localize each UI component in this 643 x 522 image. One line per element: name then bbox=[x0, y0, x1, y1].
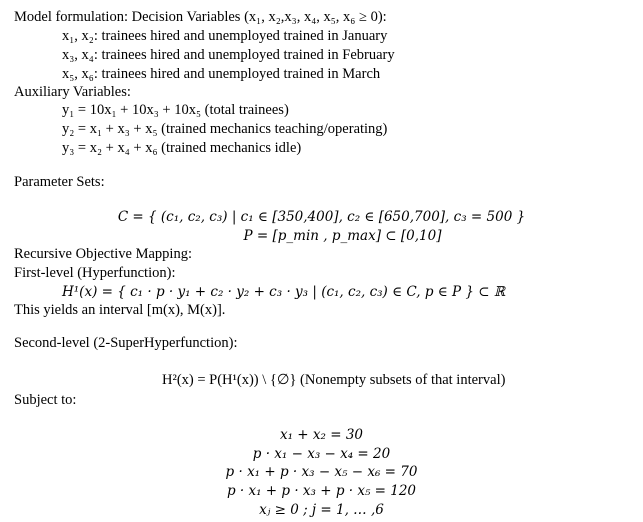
second-level-heading: Second-level (2-SuperHyperfunction): bbox=[14, 335, 238, 351]
parameter-set-c: C = { (c₁, c₂, c₃) | c₁ ∈ [350,400], c₂ ∈ [650,700], c₃ = 500 } bbox=[117, 209, 526, 225]
recursive-mapping-heading: Recursive Objective Mapping: bbox=[14, 246, 192, 262]
decision-var-january: x₁, x₂: trainees hired and unemployed trained in January bbox=[62, 28, 388, 44]
first-level-formula: H¹(x) = { c₁ · p · y₁ + c₂ · y₂ + c₃ · y₃ | (c₁, c₂, c₃) ∈ C, p ∈ P } ⊂ ℝ bbox=[62, 284, 506, 300]
second-level-formula: H²(x) = P(H¹(x)) \ {∅} (Nonempty subsets of that interval) bbox=[162, 372, 506, 388]
parameter-sets-heading: Parameter Sets: bbox=[14, 174, 105, 190]
aux-var-y2: y₂ = x₁ + x₃ + x₅ (trained mechanics teaching/operating) bbox=[62, 121, 388, 137]
aux-var-y1: y₁ = 10x₁ + 10x₃ + 10x₅ (total trainees) bbox=[62, 102, 289, 118]
parameter-set-p: P = [p_min , p_max] ⊂ [0,10] bbox=[243, 228, 442, 244]
aux-var-y3: y₃ = x₂ + x₄ + x₆ (trained mechanics idle) bbox=[62, 140, 302, 156]
decision-var-march: x₅, x₆: trainees hired and unemployed trained in March bbox=[62, 66, 381, 82]
nonnegativity-constraint: xⱼ ≥ 0 ; j = 1, … ,6 bbox=[259, 502, 384, 518]
decision-var-february: x₃, x₄: trainees hired and unemployed trained in February bbox=[62, 47, 395, 63]
constraint-3: p · x₁ + p · x₃ − x₅ − x₆ = 70 bbox=[225, 464, 418, 480]
interval-note: This yields an interval [m(x), M(x)]. bbox=[14, 302, 226, 318]
auxiliary-variables-heading: Auxiliary Variables: bbox=[14, 84, 131, 100]
model-formulation-heading: Model formulation: Decision Variables (x₁, x₂,x₃, x₄, x₅, x₆ ≥ 0): bbox=[14, 9, 387, 25]
constraint-1: x₁ + x₂ = 30 bbox=[279, 427, 364, 443]
subject-to-heading: Subject to: bbox=[14, 392, 77, 408]
constraint-4: p · x₁ + p · x₃ + p · x₅ = 120 bbox=[226, 483, 417, 499]
first-level-heading: First-level (Hyperfunction): bbox=[14, 265, 176, 281]
constraint-2: p · x₁ − x₃ − x₄ = 20 bbox=[252, 446, 391, 462]
